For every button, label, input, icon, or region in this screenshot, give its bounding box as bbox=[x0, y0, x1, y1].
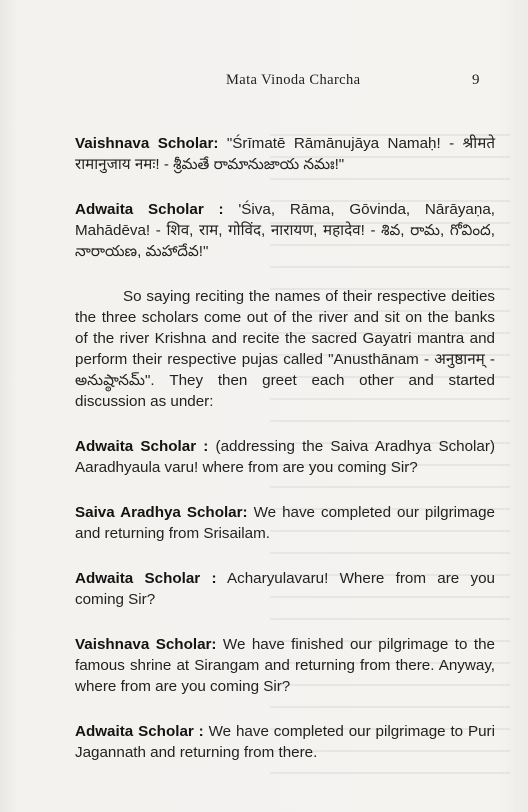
speaker-label: Saiva Aradhya Scholar: bbox=[75, 504, 248, 521]
dialogue-paragraph bbox=[75, 568, 495, 610]
dialogue-paragraph bbox=[75, 436, 495, 478]
dialogue-paragraph bbox=[75, 721, 495, 763]
speaker-label: Adwaita Scholar : bbox=[75, 438, 209, 455]
paragraph-text: We have completed our pilgrimage to Puri Jagannath and returning from there. bbox=[75, 723, 495, 761]
page-number: 9 bbox=[472, 72, 480, 88]
dialogue-paragraph bbox=[75, 133, 495, 175]
paragraph-text: "Śrīmatē Rāmānujāya Namaḥ! - श्रीमते रामानुजाय नमः! - శ్రీమతే రామానుజాయ నమః!" bbox=[75, 135, 495, 173]
paragraph-text: So saying reciting the names of their respective deities the three scholars come out of the river and sit on the banks of the river Krishna and recite the sacred Gayatri mantra and perform their respective pujas called "Anusthānam - अनुष्ठानम् - అనుష్ఠానమ్". They then greet each other and started discussion as under: bbox=[75, 288, 495, 410]
body-text bbox=[75, 133, 495, 787]
running-header bbox=[0, 72, 528, 92]
dialogue-paragraph bbox=[75, 634, 495, 697]
speaker-label: Adwaita Scholar : bbox=[75, 201, 224, 218]
paragraph-text: 'Śiva, Rāma, Gōvinda, Nārāyaṇa, Mahādēva! - शिव, राम, गोविंद, नारायण, महादेव! - శివ, రామ, గోవింద, నారాయణ, మహాదేవ!" bbox=[75, 201, 495, 260]
speaker-label: Adwaita Scholar : bbox=[75, 723, 204, 740]
paragraph-text: We have finished our pilgrimage to the famous shrine at Sirangam and returning from there. Anyway, where from are you coming Sir? bbox=[75, 636, 495, 695]
paragraph-text: Acharyulavaru! Where from are you coming Sir? bbox=[75, 570, 495, 608]
narrative-paragraph bbox=[75, 286, 495, 412]
speaker-label: Adwaita Scholar : bbox=[75, 570, 217, 587]
dialogue-paragraph bbox=[75, 199, 495, 262]
speaker-label: Vaishnava Scholar: bbox=[75, 636, 217, 653]
dialogue-paragraph bbox=[75, 502, 495, 544]
paragraph-text: (addressing the Saiva Aradhya Scholar) Aaradhyaula varu! where from are you coming Sir? bbox=[75, 438, 495, 476]
header-title: Mata Vinoda Charcha bbox=[226, 72, 361, 88]
speaker-label: Vaishnava Scholar: bbox=[75, 135, 219, 152]
paragraph-text: We have completed our pilgrimage and returning from Srisailam. bbox=[75, 504, 495, 542]
